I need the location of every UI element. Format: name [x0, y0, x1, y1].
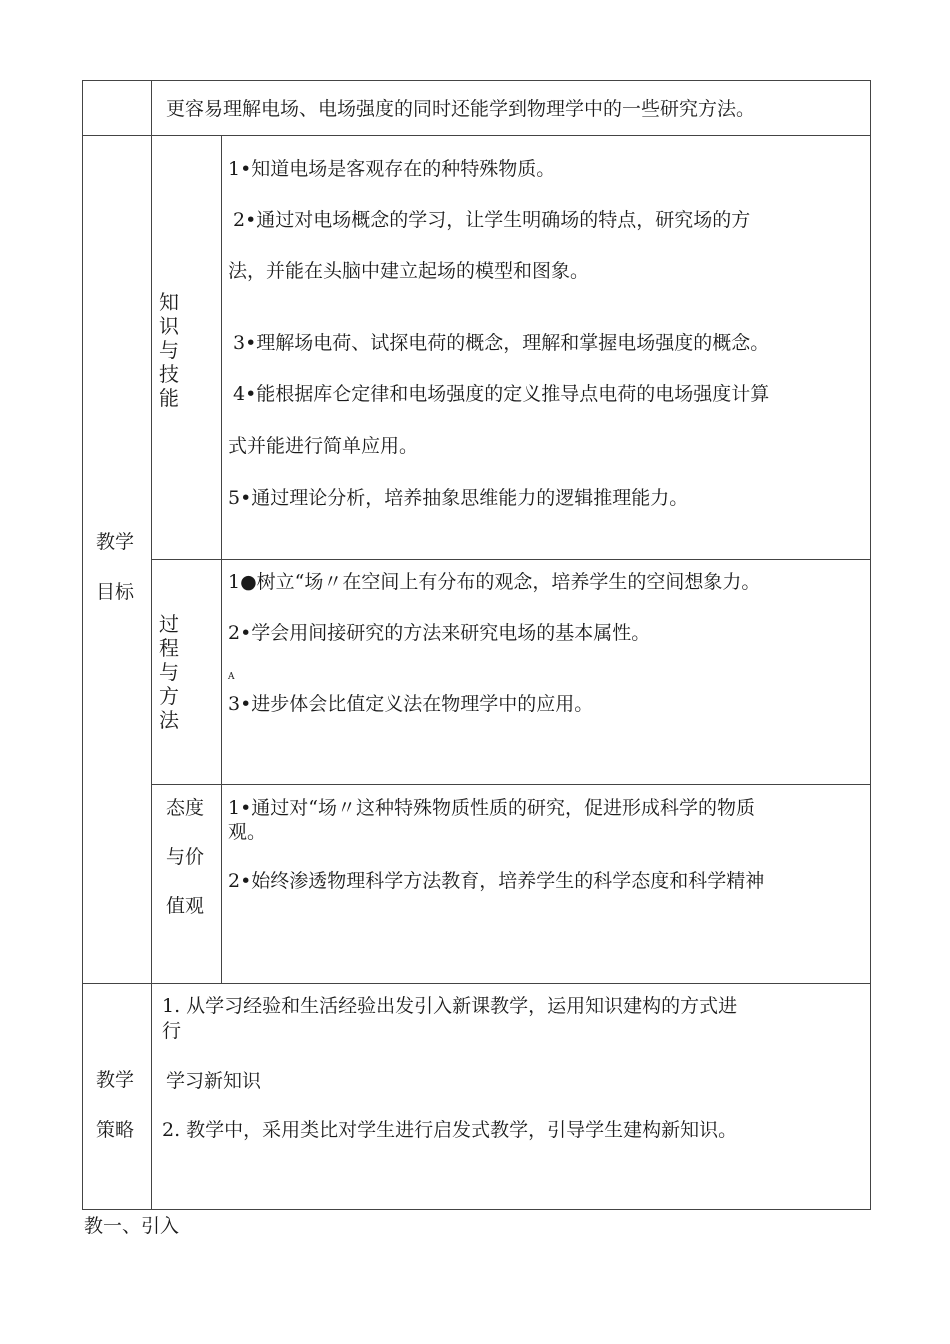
knowledge-item-4-cont: 式并能进行简单应用。: [228, 435, 419, 457]
column-divider-main: [151, 80, 152, 1210]
attitude-label-line2: 与价: [166, 846, 205, 868]
section-heading-intro: 教一、引入: [84, 1215, 180, 1237]
attitude-item-1-cont: 观。: [228, 821, 267, 843]
knowledge-item-2-cont: 法，并能在头脑中建立起场的模型和图象。: [228, 260, 590, 282]
attitude-label-line3: 值观: [166, 895, 205, 917]
attitude-label-line1: 态度: [166, 797, 205, 819]
knowledge-item-4: 4•能根据库仑定律和电场强度的定义推导点电荷的电场强度计算: [233, 383, 770, 405]
attitude-item-1: 1•通过对“场〃这种特殊物质性质的研究，促进形成科学的物质: [228, 797, 756, 819]
objectives-label-line2: 目标: [96, 581, 135, 603]
row-divider-objectives: [82, 983, 871, 984]
knowledge-item-3: 3•理解场电荷、试探电荷的概念，理解和掌握电场强度的概念。: [233, 332, 770, 354]
process-item-1: 1●树立“场〃在空间上有分布的观念，培养学生的空间想象力。: [228, 571, 761, 593]
table-right-border: [870, 80, 871, 1210]
strategy-item-1-line2: 学习新知识: [166, 1070, 262, 1092]
knowledge-item-5: 5•通过理论分析，培养抽象思维能力的逻辑推理能力。: [228, 487, 689, 509]
attitude-item-2: 2•始终渗透物理科学方法教育，培养学生的科学态度和科学精神: [228, 870, 765, 892]
column-divider-sub: [221, 135, 222, 984]
objectives-label-line1: 教学: [96, 531, 135, 553]
knowledge-item-2: 2•通过对电场概念的学习，让学生明确场的特点，研究场的方: [233, 209, 751, 231]
row-divider-process: [151, 784, 871, 785]
knowledge-skills-label: 知识与技能: [159, 290, 179, 410]
strategy-item-1-cont: 行: [162, 1020, 182, 1042]
process-stray-mark: A: [228, 672, 235, 682]
knowledge-item-1: 1•知道电场是客观存在的种特殊物质。: [228, 158, 556, 180]
intro-text: 更容易理解电场、电场强度的同时还能学到物理学中的一些研究方法。: [166, 98, 756, 120]
table-top-border: [82, 80, 871, 81]
row-divider-intro: [82, 135, 871, 136]
strategy-label-line1: 教学: [96, 1069, 135, 1091]
strategy-label-line2: 策略: [96, 1119, 135, 1141]
table-bottom-border: [82, 1209, 871, 1210]
process-item-2: 2•学会用间接研究的方法来研究电场的基本属性。: [228, 622, 651, 644]
strategy-item-2: 2. 教学中，采用类比对学生进行启发式教学，引导学生建构新知识。: [162, 1119, 738, 1141]
process-item-3: 3•进步体会比值定义法在物理学中的应用。: [228, 693, 594, 715]
row-divider-knowledge: [151, 559, 871, 560]
process-methods-label: 过程与方法: [159, 612, 179, 732]
table-left-border: [82, 80, 83, 1210]
strategy-item-1: 1. 从学习经验和生活经验出发引入新课教学，运用知识建构的方式进: [162, 995, 738, 1017]
